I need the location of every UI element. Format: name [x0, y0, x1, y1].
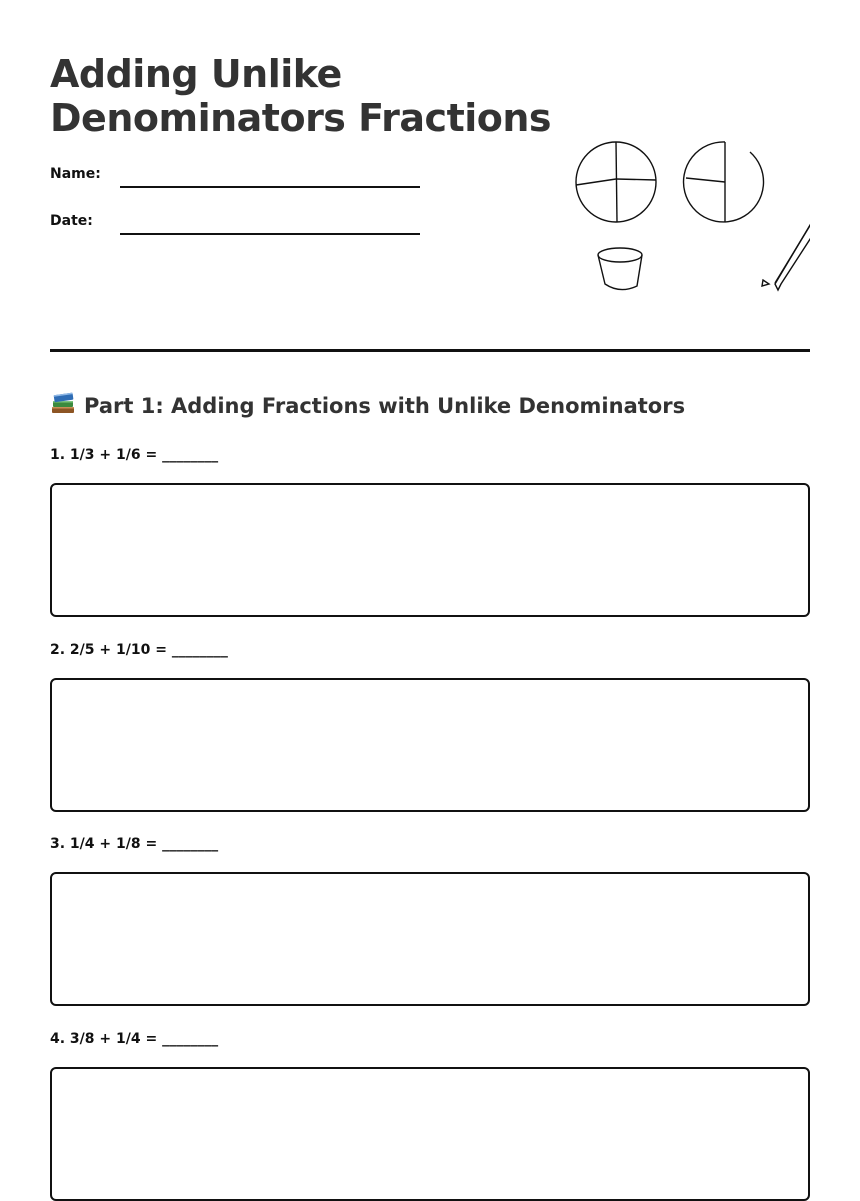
- problem-4-text: 4. 3/8 + 1/4 = ________: [50, 1031, 219, 1047]
- section-divider: [50, 349, 810, 352]
- name-field[interactable]: [120, 186, 420, 188]
- fraction-circle-icon: [576, 142, 656, 222]
- fraction-circle-partial-icon: [684, 142, 764, 222]
- cup-icon: [598, 248, 642, 290]
- problem-4-answer-box[interactable]: [50, 1067, 810, 1201]
- worksheet-title: [50, 52, 570, 140]
- problem-3-answer-box[interactable]: [50, 872, 810, 1006]
- problem-4: [50, 1030, 810, 1048]
- name-label: Name:: [50, 166, 101, 182]
- date-field[interactable]: [120, 233, 420, 235]
- problem-1: [50, 446, 810, 464]
- date-label: Date:: [50, 213, 93, 229]
- problem-2-answer-box[interactable]: [50, 678, 810, 812]
- problem-1-answer-box[interactable]: [50, 483, 810, 617]
- problem-1-text: 1. 1/3 + 1/6 = ________: [50, 447, 219, 463]
- part-1-heading: [50, 390, 685, 420]
- math-illustration: [570, 138, 810, 298]
- problem-2-text: 2. 2/5 + 1/10 = ________: [50, 642, 228, 658]
- part-1-heading-text: Part 1: Adding Fractions with Unlike Denominators: [84, 394, 686, 418]
- books-icon: [50, 390, 76, 416]
- problem-2: [50, 641, 810, 659]
- title-line-2: Denominators Fractions: [50, 96, 552, 140]
- title-line-1: Adding Unlike: [50, 52, 342, 96]
- problem-3: [50, 835, 810, 853]
- pencil-icon: [762, 210, 810, 290]
- problem-3-text: 3. 1/4 + 1/8 = ________: [50, 836, 219, 852]
